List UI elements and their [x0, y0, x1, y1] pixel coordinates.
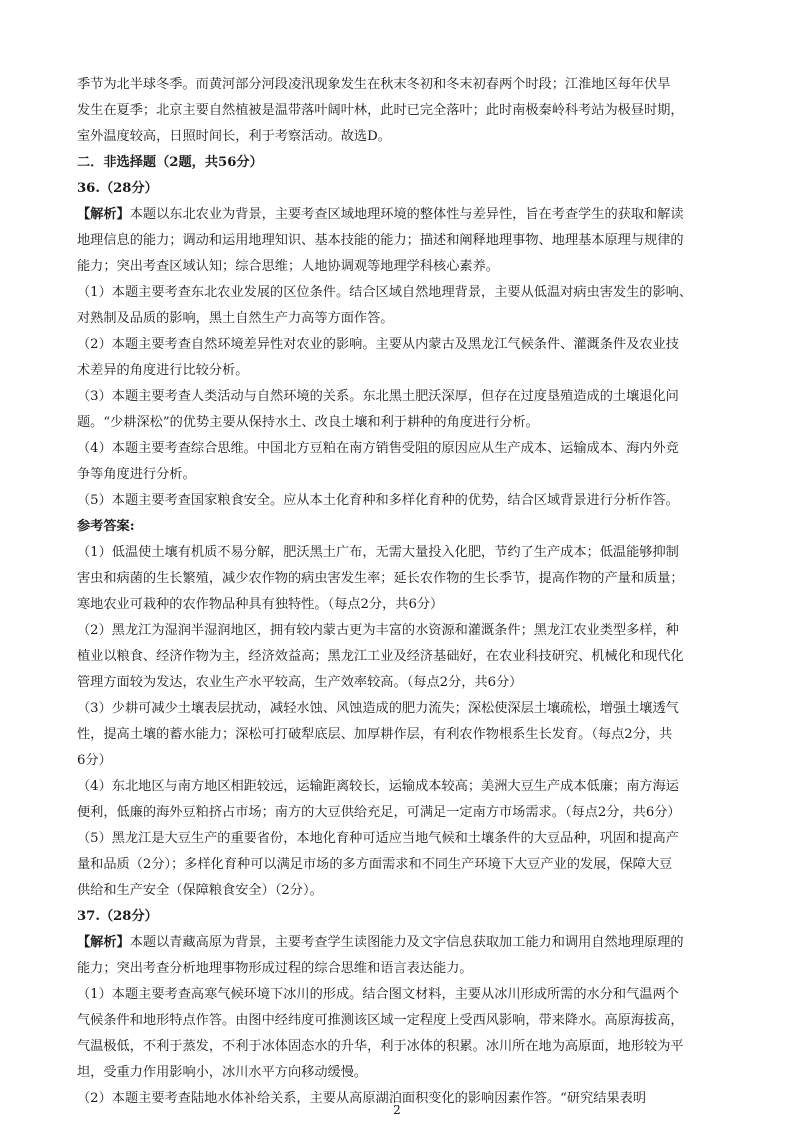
answer-line: 寒地农业可栽种的农作物品种具有独特性。（每点2分，共6分） [77, 597, 444, 612]
intro-line: 季节为北半球冬季。而黄河部分河段凌汛现象发生在秋末冬初和冬末初春两个时段；江淮地区每年伏旱 [77, 77, 671, 92]
q36-analysis-line [77, 202, 727, 228]
q36-analysis-text: 本题以东北农业为背景，主要考查区域地理环境的整体性与差异性，旨在考查学生的获取和解读 [129, 207, 684, 222]
q37-part-analysis: 气候条件和地形特点作答。由图中经纬度可推测该区域一定程度上受西风影响，带来降水。高原海拔高， [77, 1013, 684, 1028]
intro-line: 室外温度较高，日照时间长，利于考察活动。故选D。 [77, 129, 391, 144]
analysis-tag: 【解析】 [77, 207, 130, 222]
section-title: 二．非选择题（2题，共56分） [77, 155, 263, 170]
answer-line: （4）东北地区与南方地区相距较远，运输距离较长，运输成本较高；美洲大豆生产成本低廉；南方海运 [77, 779, 679, 794]
answer-line: 便利，低廉的海外豆粕挤占市场；南方的大豆供给充足，可满足一定南方市场需求。（每点2分，共6分） [77, 805, 681, 820]
q36-part-analysis: 术差异的角度进行比较分析。 [77, 363, 249, 378]
answer-line: （3）少耕可减少土壤表层扰动，减轻水蚀、风蚀造成的肥力流失；深松使深层土壤疏松，增强土壤透气 [77, 701, 679, 716]
q37-analysis-text: 本题以青藏高原为背景，主要考查学生读图能力及文字信息获取加工能力和调用自然地理原理的 [129, 935, 684, 950]
answer-line: 量和品质（2分）；多样化育种可以满足市场的多方面需求和不同生产环境下大豆产业的发展，保障大豆 [77, 857, 673, 872]
q36-part-analysis: 对熟制及品质的影响，黑土自然生产力高等方面作答。 [77, 311, 394, 326]
answer-line: 管理方面较为发达，农业生产水平较高，生产效率较高。（每点2分，共6分） [77, 675, 523, 690]
q36-analysis-line: 地理信息的能力；调动和运用地理知识、基本技能的能力；描述和阐释地理事物、地理基本原理与规律的 [77, 233, 684, 248]
answer-line: （1）低温使土壤有机质不易分解，肥沃黑土广布，无需大量投入化肥，节约了生产成本；低温能够抑制 [77, 545, 679, 560]
analysis-tag: 【解析】 [77, 935, 130, 950]
q37-analysis-line [77, 930, 727, 956]
answer-line: （5）黑龙江是大豆生产的重要省份，本地化育种可适应当地气候和土壤条件的大豆品种，巩固和提高产 [77, 831, 679, 846]
q37-part-analysis: 坦，受重力作用影响小，冰川水平方向移动缓慢。 [77, 1065, 368, 1080]
answer-line: 植业以粮食、经济作物为主，经济效益高；黑龙江工业及经济基础好，在农业科技研究、机械化和现代化 [77, 649, 684, 664]
q37-part-analysis: 气温极低，不利于蒸发，不利于冰体固态水的升华，利于冰体的积累。冰川所在地为高原面，地形较为平 [77, 1039, 684, 1054]
answer-line: （2）黑龙江为湿润半湿润地区，拥有较内蒙古更为丰富的水资源和灌溉条件；黑龙江农业类型多样，种 [77, 623, 679, 638]
q37-part-analysis: （2）本题主要考查陆地水体补给关系，主要从高原湖泊面积变化的影响因素作答。“研究结果表明 [77, 1091, 647, 1106]
intro-line: 发生在夏季；北京主要自然植被是温带落叶阔叶林，此时已完全落叶；此时南极秦岭科考站为极昼时期， [77, 103, 684, 118]
q36-part-analysis: （3）本题主要考查人类活动与自然环境的关系。东北黑土肥沃深厚，但存在过度垦殖造成的土壤退化问 [77, 389, 679, 404]
answer-line: 性，提高土壤的蓄水能力；深松可打破犁底层、加厚耕作层，有利农作物根系生长发育。（每点2分，共 [77, 727, 673, 742]
q36-part-analysis: （4）本题主要考查综合思维。中国北方豆粕在南方销售受阻的原因应从生产成本、运输成本、海内外竞 [77, 441, 679, 456]
q36-part-analysis: （5）本题主要考查国家粮食安全。应从本土化育种和多样化育种的优势，结合区域背景进行分析作答。 [77, 493, 679, 508]
q36-part-analysis: 争等角度进行分析。 [77, 467, 196, 482]
q37-header: 37.（28分） [77, 909, 158, 924]
q36-header: 36.（28分） [77, 181, 158, 196]
answer-line: 6分） [77, 753, 112, 768]
q37-part-analysis: （1）本题主要考查高寒气候环境下冰川的形成。结合图文材料，主要从冰川形成所需的水分和气温两个 [77, 987, 679, 1002]
answer-title: 参考答案: [77, 519, 135, 534]
answer-line: 供给和生产安全（保障粮食安全）（2分）。 [77, 883, 323, 898]
q37-analysis-line: 能力；突出考查分析地理事物形成过程的综合思维和语言表达能力。 [77, 961, 473, 976]
answer-line: 害虫和病菌的生长繁殖，减少农作物的病虫害发生率；延长农作物的生长季节，提高作物的产量和质量； [77, 571, 684, 586]
q36-part-analysis: （2）本题主要考查自然环境差异性对农业的影响。主要从内蒙古及黑龙江气候条件、灌溉条件及农业技 [77, 337, 679, 352]
q36-analysis-line: 能力；突出考查区域认知；综合思维；人地协调观等地理学科核心素养。 [77, 259, 499, 274]
q36-part-analysis: （1）本题主要考查东北农业发展的区位条件。结合区域自然地理背景，主要从低温对病虫害发生的影响、 [77, 285, 693, 300]
q36-part-analysis: 题。“少耕深松”的优势主要从保持水土、改良土壤和利于耕种的角度进行分析。 [77, 415, 539, 430]
page-number: 2 [393, 1103, 401, 1117]
